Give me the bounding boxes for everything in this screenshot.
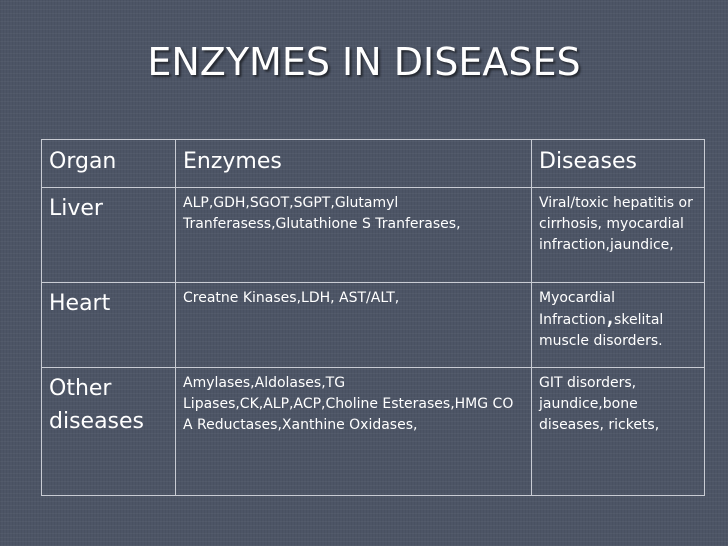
organ-cell: Other diseases: [42, 368, 176, 496]
diseases-text-part: Myocardial Infraction: [539, 290, 615, 328]
enzymes-table: [41, 139, 705, 496]
enzymes-cell: Amylases,Aldolases,TG Lipases,CK,ALP,ACP,Choline Esterases,HMG CO A Reductases,Xanthine Oxidases,: [176, 368, 532, 496]
diseases-cell: Viral/toxic hepatitis or cirrhosis, myocardial infraction,jaundice,: [532, 188, 705, 283]
header-diseases: Diseases: [532, 140, 705, 188]
header-organ: Organ: [42, 140, 176, 188]
diseases-cell: [532, 283, 705, 368]
diseases-text-part: skelital muscle disorders.: [539, 312, 664, 349]
organ-cell: Heart: [42, 283, 176, 368]
enzymes-cell: ALP,GDH,SGOT,SGPT,Glutamyl Tranferasess,Glutathione S Tranferases,: [176, 188, 532, 283]
diseases-comma: ,: [605, 301, 615, 331]
table-row-liver: [42, 188, 705, 283]
organ-cell: Liver: [42, 188, 176, 283]
table-row-other-diseases: [42, 368, 705, 496]
table-row-heart: [42, 283, 705, 368]
table-header-row: [42, 140, 705, 188]
slide-title: ENZYMES IN DISEASES: [147, 40, 581, 84]
diseases-cell: GIT disorders, jaundice,bone diseases, rickets,: [532, 368, 705, 496]
header-enzymes: Enzymes: [176, 140, 532, 188]
enzymes-cell: Creatne Kinases,LDH, AST/ALT,: [176, 283, 532, 368]
